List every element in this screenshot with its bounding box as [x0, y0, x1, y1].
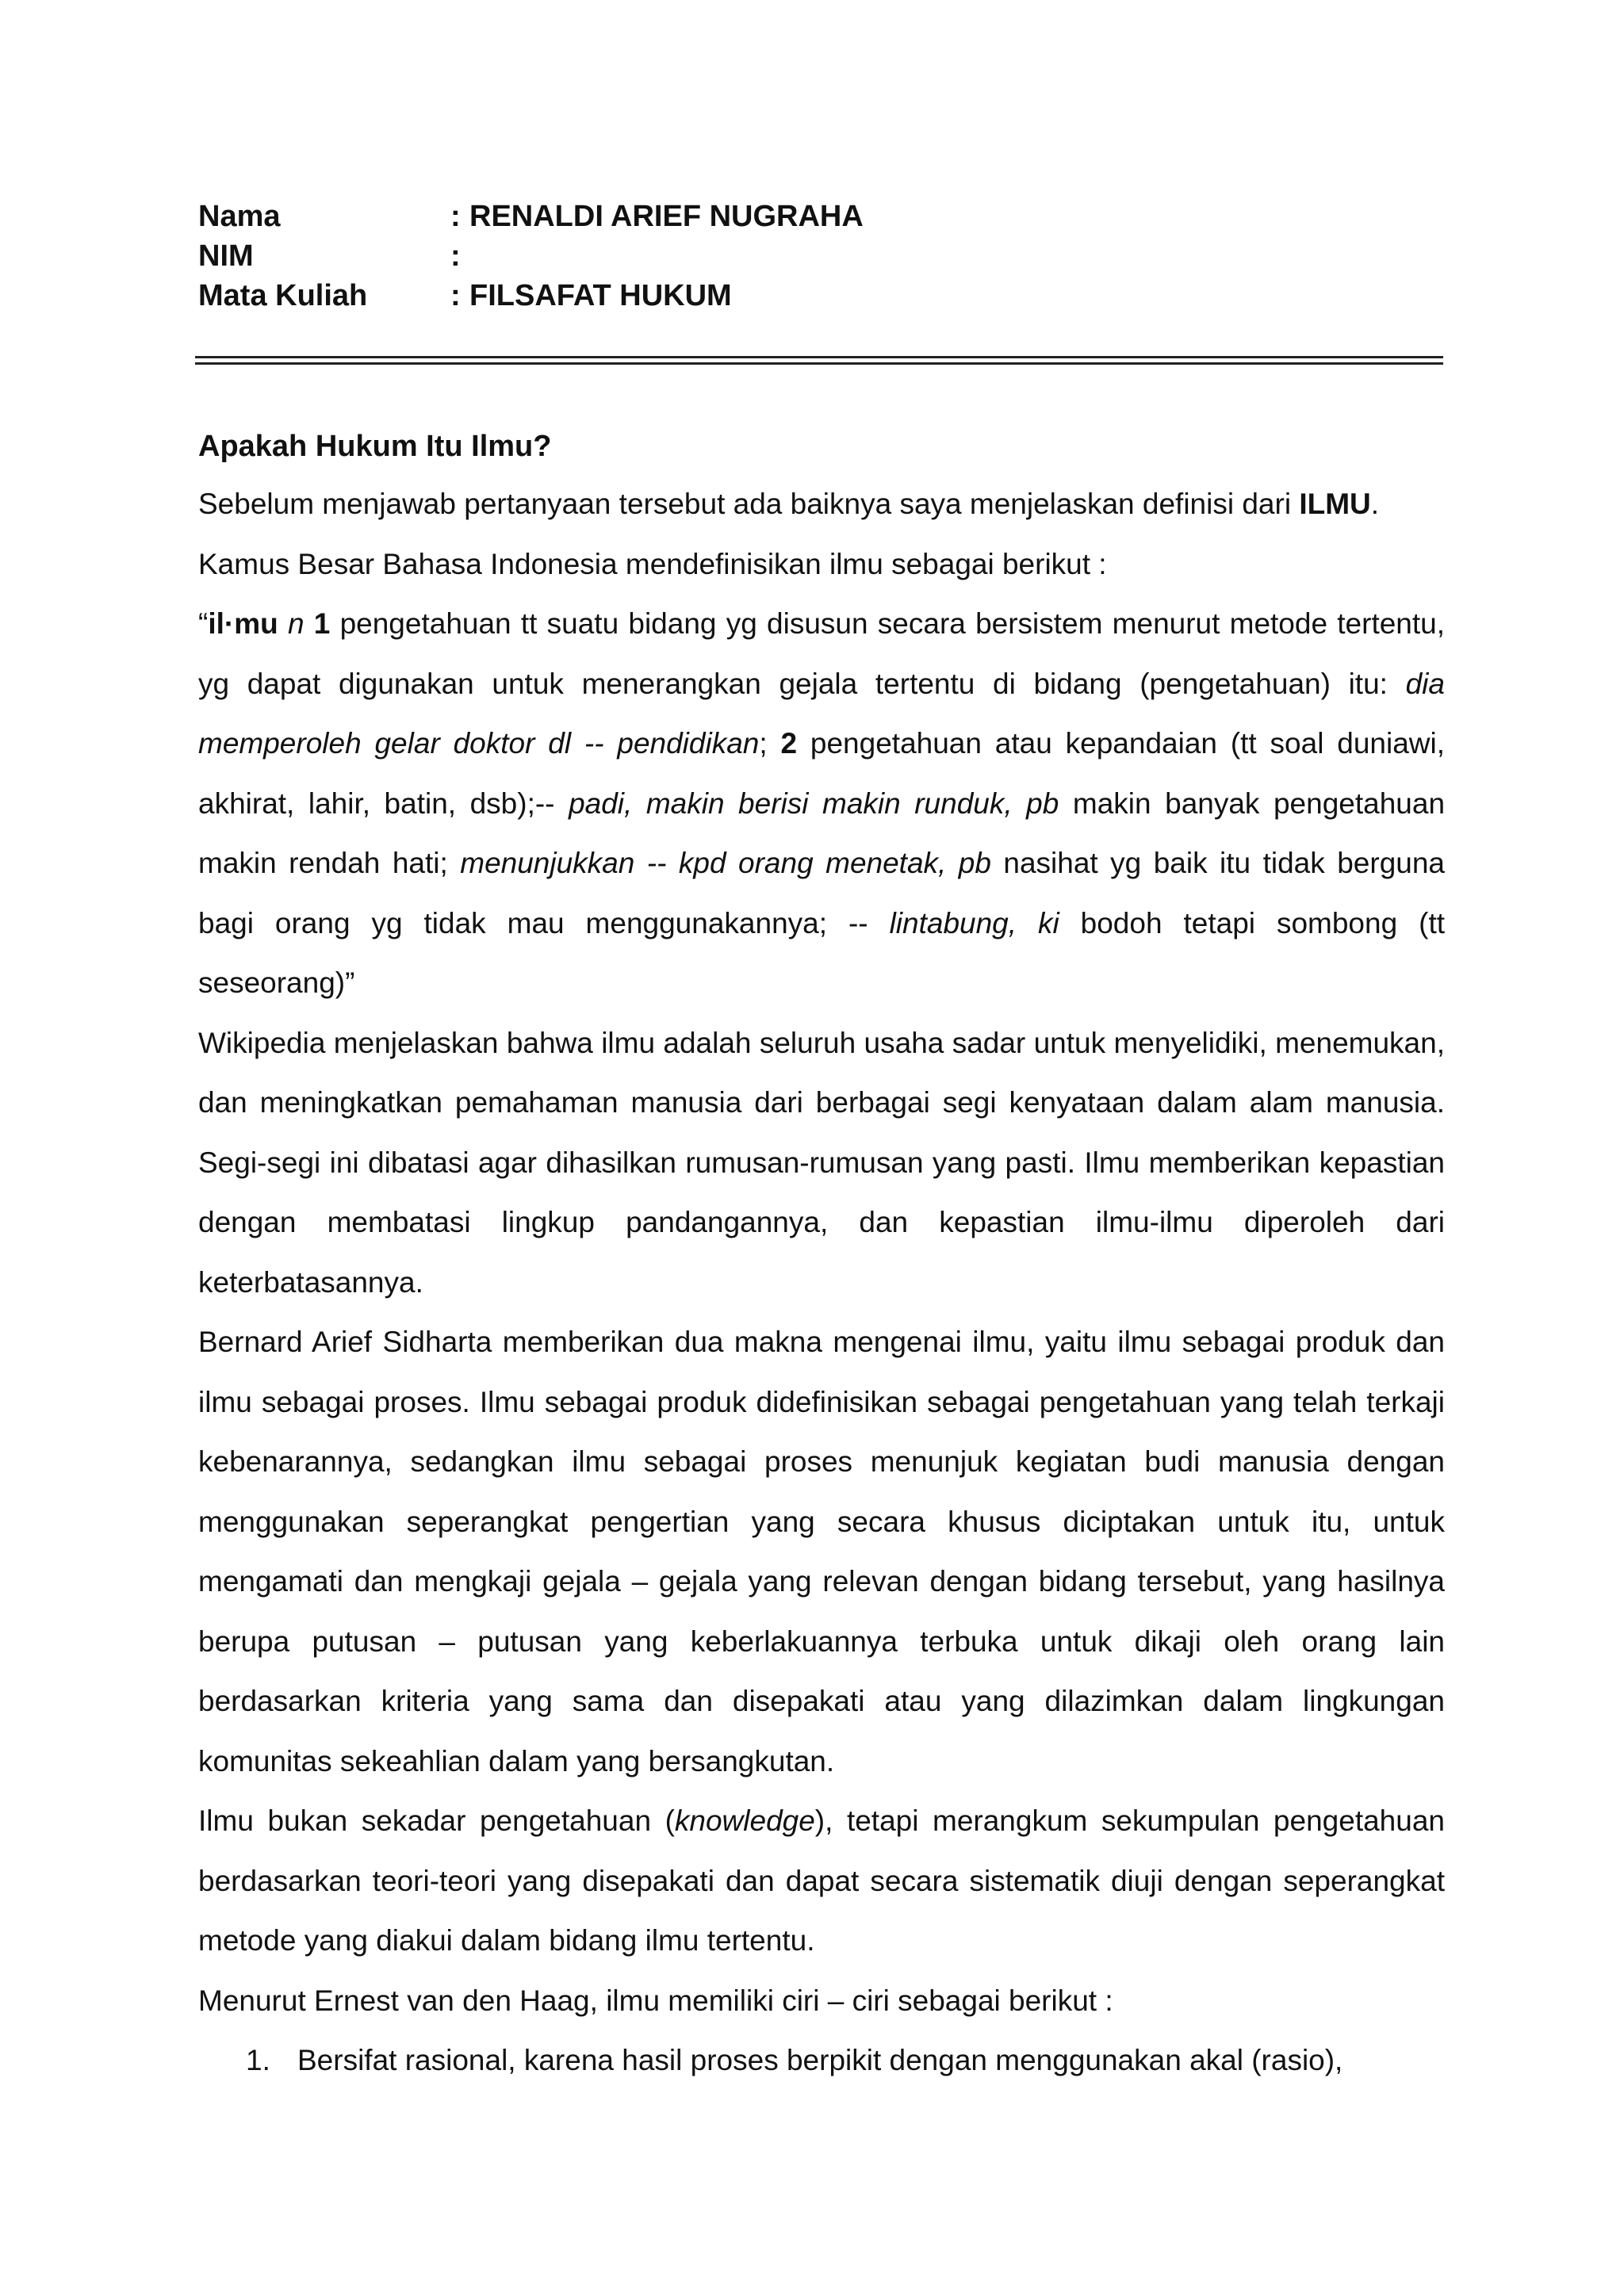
kbbi-example-4: lintabung, ki	[889, 906, 1059, 939]
kbbi-def-1: pengetahuan tt suatu bidang yg disusun secara bersistem menurut metode tertentu, yg dapat digunakan untuk menerangkan gejala tertentu di bidang (pengetahuan) itu:	[198, 607, 1446, 700]
header-row-mata-kuliah	[198, 276, 1443, 316]
intro-paragraph	[198, 474, 1445, 534]
knowledge-italic: knowledge	[674, 1804, 815, 1837]
kbbi-part-of-speech: n	[287, 607, 304, 640]
sense-number-2: 2	[780, 727, 798, 760]
mata-kuliah-colon: :	[450, 279, 461, 312]
nama-value: RENALDI ARIEF NUGRAHA	[469, 200, 864, 233]
open-quote: “	[198, 607, 209, 640]
mata-kuliah-value: FILSAFAT HUKUM	[469, 279, 732, 312]
sense-number-1: 1	[313, 607, 331, 640]
knowledge-before: Ilmu bukan sekadar pengetahuan (	[198, 1804, 675, 1837]
header-row-nama	[198, 197, 1443, 236]
kbbi-intro: Kamus Besar Bahasa Indonesia mendefinisikan ilmu sebagai berikut :	[198, 547, 1107, 580]
kbbi-def-4: nasihat yg baik itu tidak berguna bagi orang yg tidak mau menggunakannya; --	[198, 847, 1446, 939]
kbbi-example-2: padi, makin berisi makin runduk, pb	[569, 786, 1059, 820]
kbbi-example-1: dia memperoleh gelar doktor dl -- pendidikan	[198, 667, 1445, 760]
intro-period: .	[1370, 488, 1380, 520]
wikipedia-paragraph: Wikipedia menjelaskan bahwa ilmu adalah seluruh usaha sadar untuk menyelidiki, menemukan, dan meningkatkan pemahaman manusia dari berbagai segi kenyataan dalam alam manusia. Segi-segi ini dibatasi agar dihasilkan rumusan-rumusan yang pasti. Ilmu memberikan kepastian dengan membatasi lingkup pandangannya, dan kepastian ilmu-ilmu diperoleh dari keterbatasannya.	[198, 1026, 1445, 1299]
list-item	[198, 2030, 1445, 2091]
header-row-nim	[198, 236, 1443, 276]
essay-body	[198, 427, 1445, 2091]
bernard-paragraph: Bernard Arief Sidharta memberikan dua makna mengenai ilmu, yaitu ilmu sebagai produk dan ilmu sebagai proses. Ilmu sebagai produk didefinisikan sebagai pengetahuan yang telah terkaji kebenarannya, sedangkan ilmu sebagai proses menunjuk kegiatan budi manusia dengan menggunakan seperangkat pengertian yang secara khusus diciptakan untuk itu, untuk mengamati dan mengkaji gejala – gejala yang relevan dengan bidang tersebut, yang hasilnya berupa putusan – putusan yang keberlakuannya terbuka untuk dikaji oleh orang lain berdasarkan kriteria yang sama dan disepakati atau yang dilazimkan dalam lingkungan komunitas sekeahlian dalam yang bersangkutan.	[198, 1326, 1445, 1777]
kbbi-semicolon: ;	[759, 727, 768, 760]
kbbi-example-3: menunjukkan -- kpd orang menetak, pb	[460, 847, 991, 879]
list-item-number: 1.	[246, 2044, 270, 2076]
intro-bold-term: ILMU	[1299, 488, 1371, 520]
nim-label: NIM	[198, 239, 254, 273]
student-info-header	[198, 197, 1443, 316]
list-item-text: Bersifat rasional, karena hasil proses berpikit dengan menggunakan akal (rasio),	[297, 2044, 1343, 2076]
kbbi-definition-quote	[198, 594, 1445, 1013]
nama-colon: :	[450, 200, 461, 233]
ciri-ciri-list	[198, 2030, 1445, 2091]
knowledge-paragraph	[198, 1791, 1445, 1971]
double-rule-divider	[195, 356, 1443, 365]
kbbi-def-5: bodoh tetapi sombong (tt seseorang)”	[198, 906, 1445, 999]
intro-text: Sebelum menjawab pertanyaan tersebut ada baiknya saya menjelaskan definisi dari	[198, 488, 1292, 520]
kbbi-def-3: makin banyak pengetahuan makin rendah hati;	[198, 786, 1446, 879]
essay-heading: Apakah Hukum Itu Ilmu?	[198, 430, 552, 463]
nim-colon: :	[450, 239, 461, 273]
kbbi-headword: il·mu	[208, 607, 278, 640]
mata-kuliah-label: Mata Kuliah	[198, 279, 368, 312]
kbbi-def-2: pengetahuan atau kepandaian (tt soal duniawi, akhirat, lahir, batin, dsb);--	[198, 727, 1445, 820]
knowledge-after: ), tetapi merangkum sekumpulan pengetahuan berdasarkan teori-teori yang disepakati dan dapat secara sistematik diuji dengan seperangkat metode yang diakui dalam bidang ilmu tertentu.	[198, 1804, 1445, 1957]
nama-label: Nama	[198, 200, 281, 233]
haag-intro: Menurut Ernest van den Haag, ilmu memiliki ciri – ciri sebagai berikut :	[198, 1984, 1113, 2017]
